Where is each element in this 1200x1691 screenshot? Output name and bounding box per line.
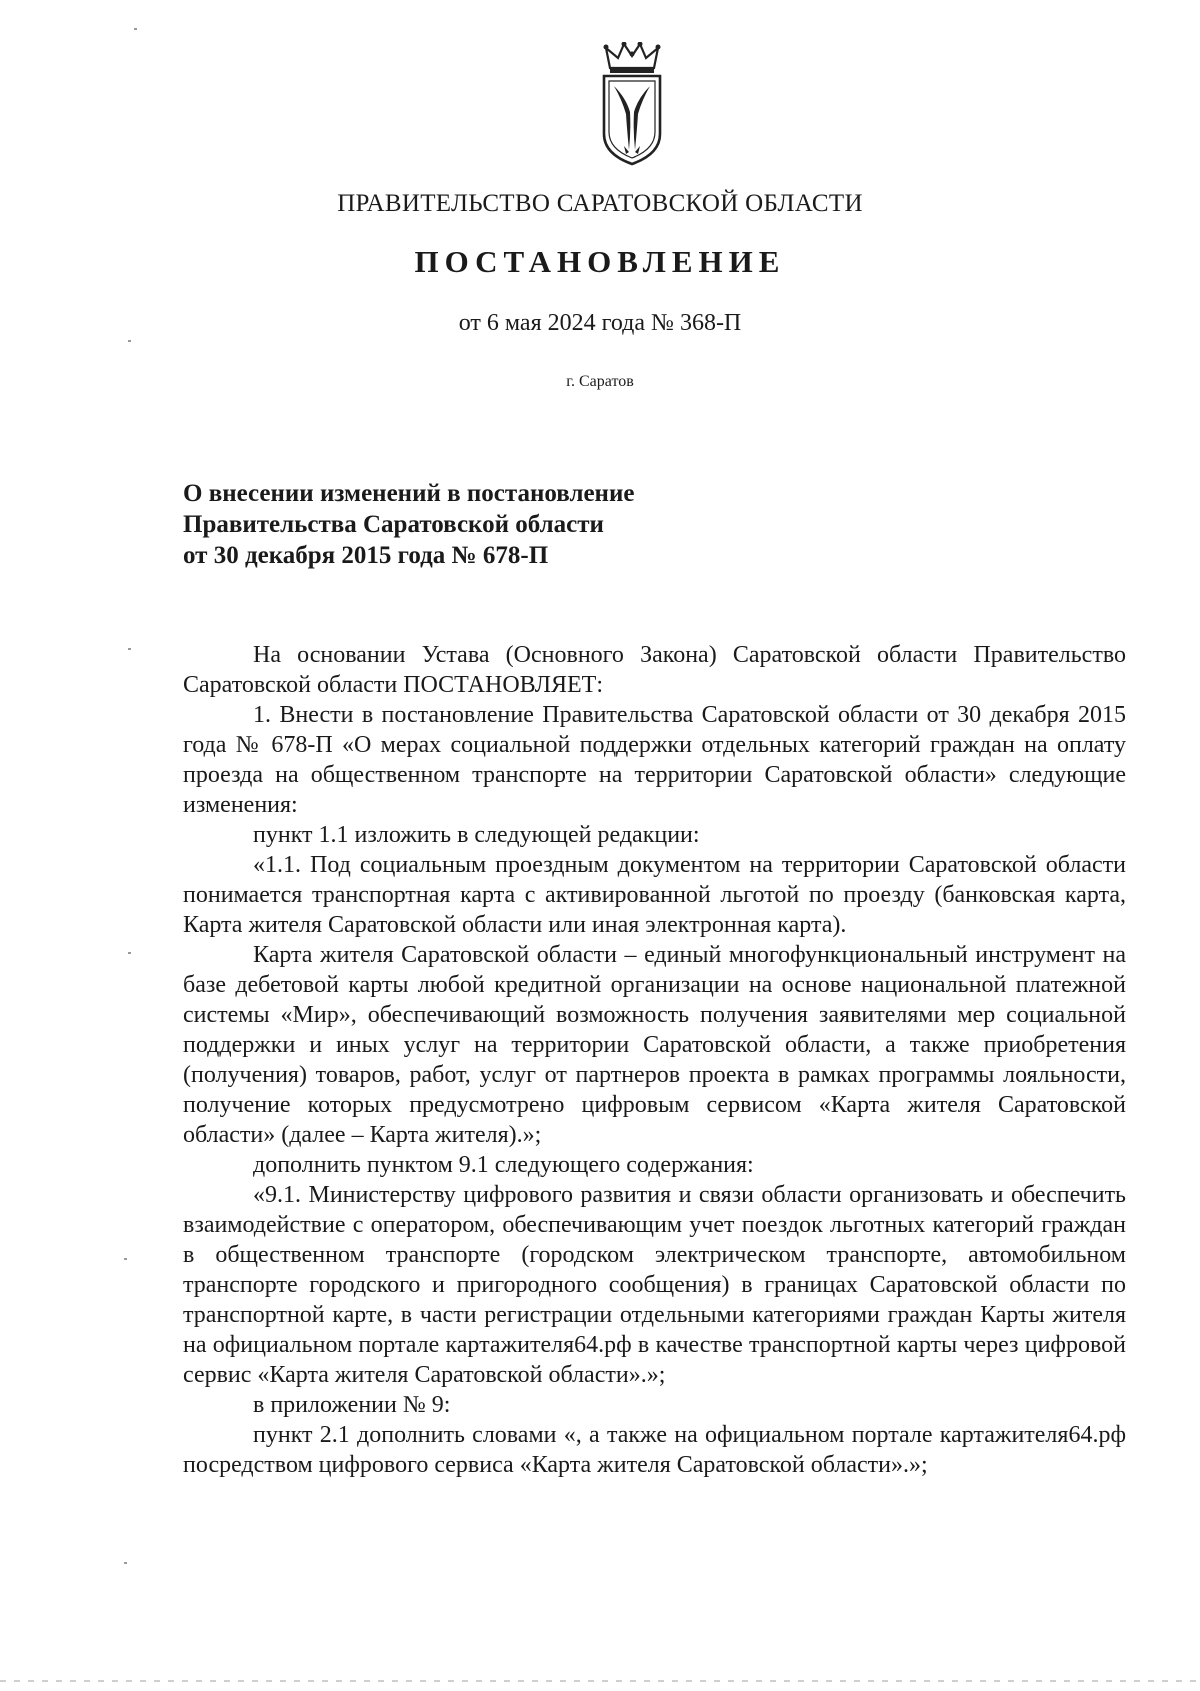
body-paragraph: 1. Внести в постановление Правительства Саратовской области от 30 декабря 2015 года № 678-П «О мерах социальной поддержки отдельных категорий граждан на оплату проезда на общественном транспорте на территории Саратовской области» следующие изменения: bbox=[183, 702, 1126, 818]
scan-artifact bbox=[128, 952, 131, 954]
body-paragraph: «1.1. Под социальным проездным документом на территории Саратовской области понимается транспортная карта с активированной льготой по проезду (банковская карта, Карта жителя Саратовской области или иная электронная карта). bbox=[183, 852, 1126, 938]
scan-artifact bbox=[128, 340, 131, 342]
scan-artifact bbox=[124, 1258, 127, 1260]
body-paragraph: дополнить пунктом 9.1 следующего содержания: bbox=[253, 1152, 754, 1178]
saratov-coat-of-arms-icon bbox=[600, 42, 664, 166]
body-paragraph: пункт 1.1 изложить в следующей редакции: bbox=[253, 822, 700, 848]
document-city: г. Саратов bbox=[566, 373, 634, 390]
scan-artifact bbox=[124, 1562, 127, 1564]
body-paragraph: в приложении № 9: bbox=[253, 1392, 451, 1418]
scan-artifact bbox=[128, 648, 131, 650]
body-paragraph: На основании Устава (Основного Закона) Саратовской области Правительство Саратовской области ПОСТАНОВЛЯЕТ: bbox=[183, 642, 1126, 698]
document-subject bbox=[183, 478, 883, 571]
scan-edge bbox=[0, 1680, 1200, 1682]
body-paragraph: «9.1. Министерству цифрового развития и связи области организовать и обеспечить взаимодействие с оператором, обеспечивающим учет поездок льготных категорий граждан в общественном транспорте (городском электрическом транспорте, автомобильном транспорте городского и пригородного сообщения) в границах Саратовской области по транспортной карте, в части регистрации отдельными категориями граждан Карты жителя на официальном портале картажителя64.рф в качестве транспортной карты через цифровой сервис «Карта жителя Саратовской области».»; bbox=[183, 1182, 1126, 1388]
government-name: ПРАВИТЕЛЬСТВО САРАТОВСКОЙ ОБЛАСТИ bbox=[337, 190, 863, 217]
document-date-number: от 6 мая 2024 года № 368-П bbox=[458, 310, 742, 336]
subject-line: О внесении изменений в постановление bbox=[183, 480, 635, 507]
document-type: ПОСТАНОВЛЕНИЕ bbox=[414, 244, 786, 279]
subject-line: Правительства Саратовской области bbox=[183, 511, 604, 538]
subject-line: от 30 декабря 2015 года № 678-П bbox=[183, 542, 549, 569]
body-paragraph: Карта жителя Саратовской области – единый многофункциональный инструмент на базе дебетовой карты любой кредитной организации на основе национальной платежной системы «Мир», обеспечивающий возможность получения заявителями мер социальной поддержки и иных услуг на территории Саратовской области, а также приобретения (получения) товаров, работ, услуг от партнеров проекта в рамках программы лояльности, получение которых предусмотрено цифровым сервисом «Карта жителя Саратовской области» (далее – Карта жителя).»; bbox=[183, 942, 1126, 1148]
body-paragraph: пункт 2.1 дополнить словами «, а также на официальном портале картажителя64.рф посредством цифрового сервиса «Карта жителя Саратовской области».»; bbox=[183, 1422, 1126, 1478]
scan-artifact bbox=[134, 28, 137, 30]
document-body bbox=[183, 640, 1126, 1480]
